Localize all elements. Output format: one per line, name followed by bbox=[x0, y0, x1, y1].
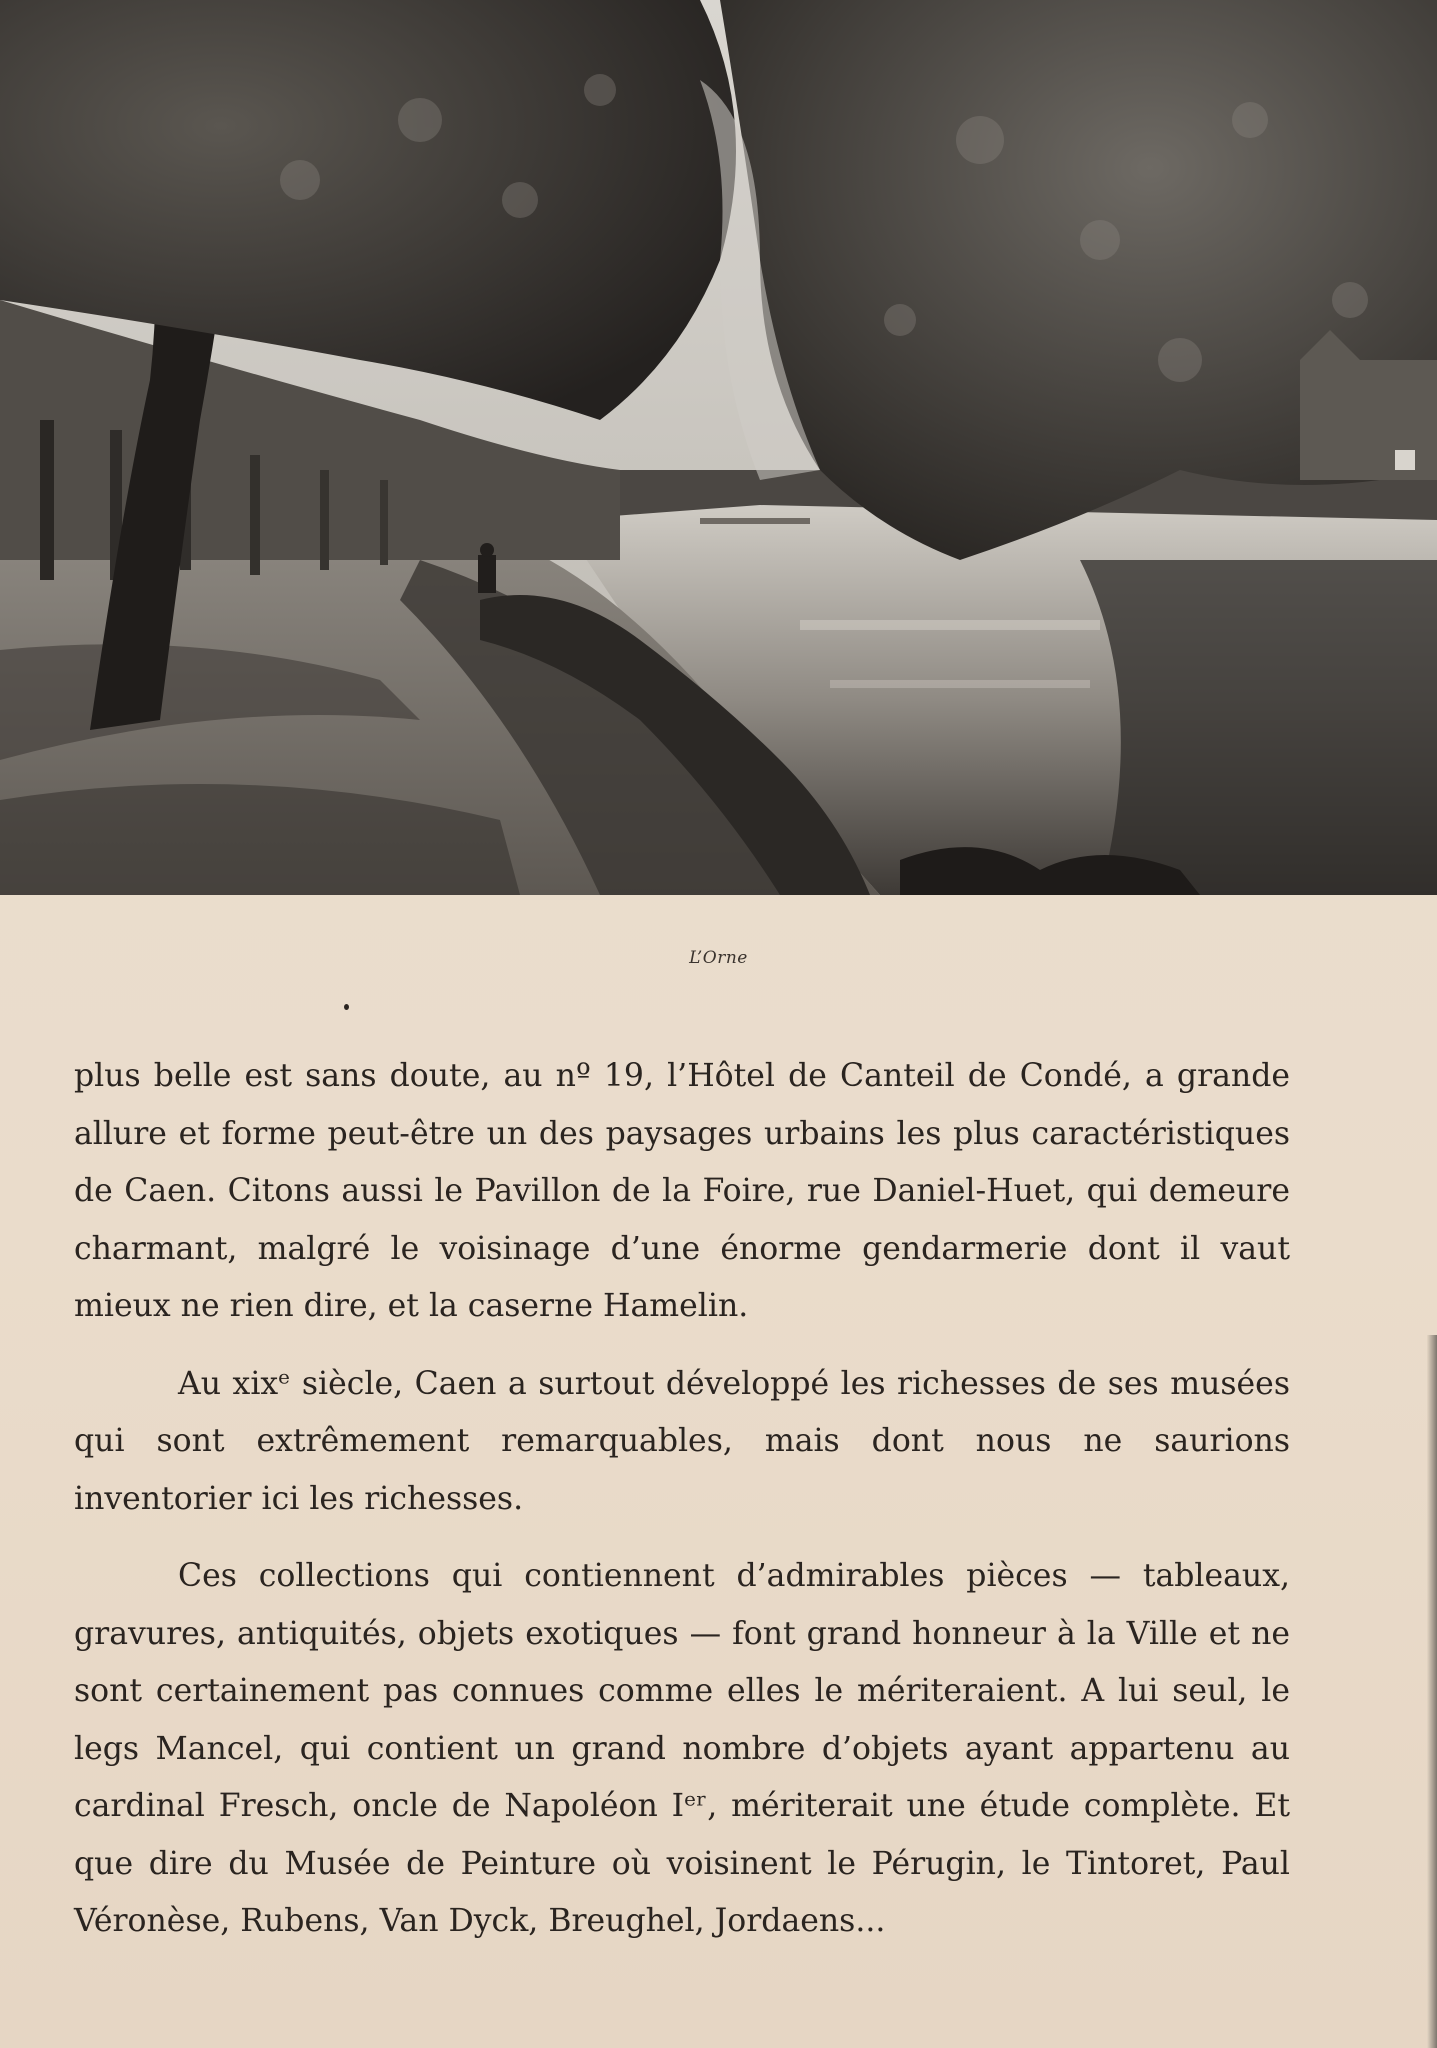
photo-caption: L’Orne bbox=[689, 948, 748, 968]
page-edge-shadow bbox=[1427, 1335, 1437, 2048]
body-text bbox=[74, 1048, 1290, 1951]
paragraph-3: Ces collections qui contiennent d’admirables pièces — tableaux, gravures, antiquités, objets exotiques — font grand honneur à la Ville et ne sont certainement pas connues comme elles le mériteraient. A lui seul, le legs Mancel, qui contient un grand nombre d’objets ayant appartenu au cardinal Fresch, oncle de Napoléon Iᵉʳ, mériterait une étude complète. Et que dire du Musée de Peinture où voisinent le Pérugin, le Tintoret, Paul Véronèse, Rubens, Van Dyck, Breughel, Jordaens... bbox=[74, 1558, 1290, 1939]
river-landscape-image bbox=[0, 0, 1437, 895]
ink-speck bbox=[344, 1004, 349, 1010]
paragraph-2: Au xixᵉ siècle, Caen a surtout développé les richesses de ses musées qui sont extrêmement remarquables, mais dont nous ne saurions inventorier ici les richesses. bbox=[74, 1365, 1290, 1517]
river-photograph bbox=[0, 0, 1437, 895]
paragraph-1: plus belle est sans doute, au nº 19, l’Hôtel de Canteil de Condé, a grande allure et forme peut-être un des paysages urbains les plus caractéristiques de Caen. Citons aussi le Pavillon de la Foire, rue Daniel-Huet, qui demeure charmant, malgré le voisinage d’une énorme gendarmerie dont il vaut mieux ne rien dire, et la caserne Hamelin. bbox=[74, 1058, 1290, 1324]
